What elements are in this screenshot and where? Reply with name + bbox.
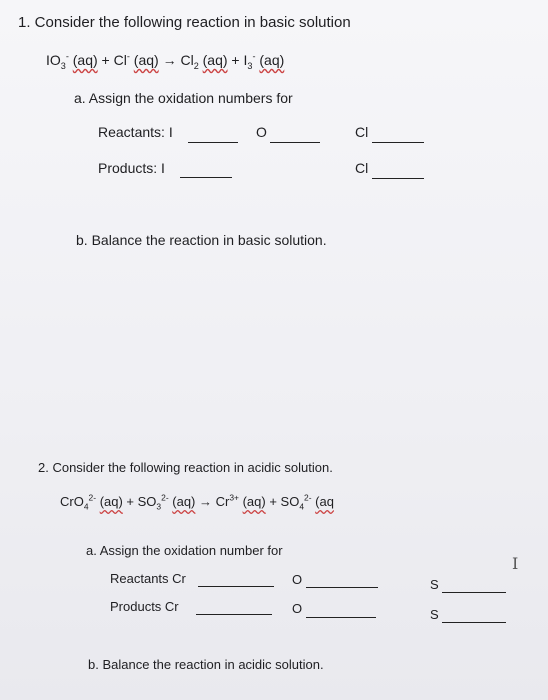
q2-reactant-o-blank[interactable] [306, 587, 378, 588]
q1-part-b: b. Balance the reaction in basic solution. [76, 232, 327, 248]
q1-equation: $IO_3^-$ (aq) + Cl- $(aq) \to Cl_2$ $(aq) + I_3^-$ (aq) [46, 51, 285, 71]
q2-product-s-blank[interactable] [442, 622, 506, 623]
q2-s-label-reactant: S [430, 577, 439, 592]
q2-product-cr-blank[interactable] [196, 614, 272, 615]
q1-product-i-blank[interactable] [180, 177, 232, 178]
q1-o-label: O [256, 124, 267, 140]
q2-product-o-blank[interactable] [306, 617, 376, 618]
q2-reactants-label: Reactants Cr [110, 571, 186, 586]
q2-s-label-product: S [430, 607, 439, 622]
q1-product-cl-blank[interactable] [372, 178, 424, 179]
q2-part-a: a. Assign the oxidation number for [86, 543, 283, 558]
q1-title: 1. Consider the following reaction in basic solution [18, 14, 351, 31]
q1-reactants-label: Reactants: I [98, 124, 173, 140]
q1-cl-label-reactant: Cl [355, 124, 369, 140]
q1-cl-label-product: Cl [355, 160, 369, 176]
q2-o-label-product: O [292, 601, 303, 616]
q1-reactant-cl-blank[interactable] [372, 142, 424, 143]
q2-o-label-reactant: O [292, 572, 303, 587]
q1-products-label: Products: I [98, 160, 165, 176]
q1-reactant-o-blank[interactable] [270, 142, 320, 143]
q2-products-label: Products Cr [110, 599, 179, 614]
q2-reactant-s-blank[interactable] [442, 592, 506, 593]
text-cursor-icon: I [512, 554, 519, 573]
q1-reactant-i-blank[interactable] [188, 142, 238, 143]
q2-title: 2. Consider the following reaction in acidic solution. [38, 460, 333, 475]
q2-reactant-cr-blank[interactable] [198, 586, 274, 587]
q2-part-b: b. Balance the reaction in acidic solution. [88, 657, 324, 672]
q1-part-a: a. Assign the oxidation numbers for [74, 90, 293, 106]
q2-equation: CrO$_4^{2-}$ $(aq) + SO_3^{2-}$ $(aq) \to Cr^{3+}$ $(aq) + SO_4^{2-}$ (aq [60, 492, 334, 512]
